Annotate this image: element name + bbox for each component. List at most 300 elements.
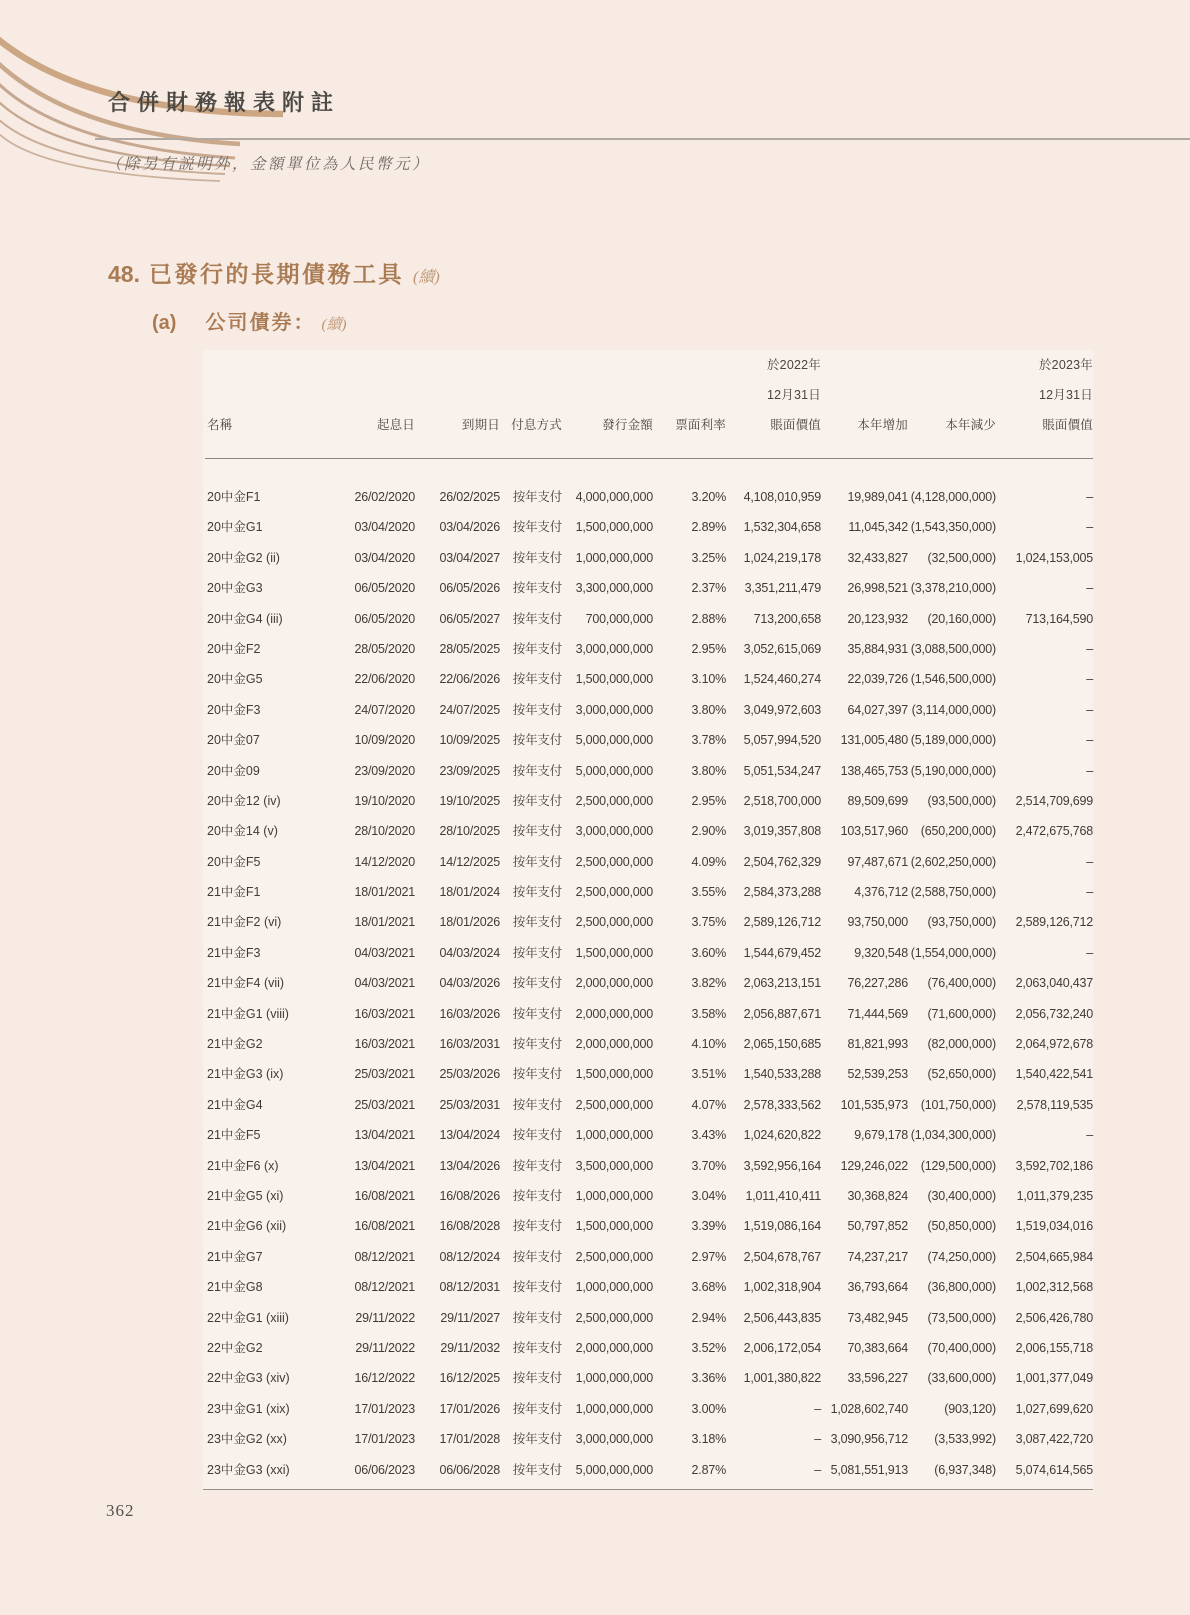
- cell-payment_method: 按年支付: [512, 1249, 562, 1264]
- cell-name: 21中金G7: [207, 1249, 263, 1264]
- header-cell-carrying-value-2023: 於2023年 12月31日 賬面價值: [1038, 358, 1093, 432]
- cell-carrying_value_2022: 1,524,460,274: [743, 672, 821, 687]
- cell-carrying_value_2022: 2,578,333,562: [743, 1097, 821, 1112]
- cell-carrying_value_2022: 2,006,172,054: [743, 1340, 821, 1355]
- cell-value_date: 25/03/2021: [354, 1067, 415, 1082]
- table-row: [203, 482, 1093, 512]
- cell-reductions: (1,546,500,000): [910, 672, 996, 687]
- cell-reductions: (70,400,000): [927, 1340, 996, 1355]
- cell-value_date: 17/01/2023: [354, 1432, 415, 1447]
- cell-maturity_date: 28/05/2025: [439, 641, 500, 656]
- cell-payment_method: 按年支付: [512, 702, 562, 717]
- cell-payment_method: 按年支付: [512, 490, 562, 504]
- cell-issue_amount: 4,000,000,000: [575, 490, 653, 504]
- cell-reductions: (50,850,000): [927, 1219, 996, 1234]
- header-cell-issue-amount: 發行金額: [602, 418, 653, 432]
- cell-carrying_value_2023: 1,519,034,016: [1015, 1219, 1093, 1234]
- cell-value_date: 10/09/2020: [354, 733, 415, 748]
- cell-carrying_value_2023: 2,504,665,984: [1015, 1249, 1093, 1264]
- cell-maturity_date: 22/06/2026: [439, 672, 500, 687]
- cell-maturity_date: 17/01/2028: [439, 1432, 500, 1447]
- cell-issue_amount: 1,000,000,000: [575, 1401, 653, 1416]
- cell-carrying_value_2022: 2,063,213,151: [743, 976, 821, 991]
- cell-name: 21中金F4 (vii): [207, 976, 285, 991]
- cell-carrying_value_2022: –: [814, 1401, 821, 1416]
- cell-payment_method: 按年支付: [512, 915, 562, 930]
- cell-carrying_value_2023: 3,087,422,720: [1015, 1432, 1093, 1447]
- cell-maturity_date: 06/05/2026: [439, 581, 500, 596]
- cell-reductions: (93,500,000): [927, 793, 996, 808]
- cell-carrying_value_2022: 1,532,304,658: [743, 520, 821, 535]
- cell-additions: 97,487,671: [847, 854, 908, 869]
- cell-reductions: (93,750,000): [927, 915, 996, 930]
- cell-carrying_value_2023: 1,540,422,541: [1015, 1067, 1093, 1082]
- cell-value_date: 29/11/2022: [355, 1340, 415, 1355]
- cell-issue_amount: 3,500,000,000: [575, 1158, 653, 1173]
- cell-payment_method: 按年支付: [512, 1280, 562, 1295]
- cell-payment_method: 按年支付: [512, 1219, 562, 1234]
- table-row: [203, 968, 1093, 998]
- cell-issue_amount: 1,500,000,000: [575, 520, 653, 535]
- cell-name: 21中金F1: [207, 885, 261, 900]
- cell-payment_method: 按年支付: [512, 1006, 562, 1021]
- cell-maturity_date: 28/10/2025: [439, 824, 500, 839]
- cell-value_date: 17/01/2023: [354, 1401, 415, 1416]
- cell-name: 21中金G6 (xii): [207, 1219, 287, 1234]
- cell-carrying_value_2023: –: [1086, 733, 1093, 748]
- cell-maturity_date: 06/05/2027: [439, 611, 500, 626]
- cell-additions: 19,989,041: [847, 490, 908, 504]
- cell-reductions: (73,500,000): [927, 1310, 996, 1325]
- cell-coupon_rate: 3.25%: [691, 550, 726, 565]
- cell-issue_amount: 2,500,000,000: [575, 915, 653, 930]
- cell-carrying_value_2022: –: [814, 1432, 821, 1447]
- table-row: [203, 1151, 1093, 1181]
- cell-value_date: 03/04/2020: [354, 520, 415, 535]
- cell-payment_method: 按年支付: [512, 763, 562, 778]
- cell-payment_method: 按年支付: [512, 1067, 562, 1082]
- cell-payment_method: 按年支付: [512, 1340, 562, 1355]
- cell-name: 20中金F1: [207, 490, 261, 504]
- cell-value_date: 06/05/2020: [354, 611, 415, 626]
- cell-carrying_value_2022: 2,065,150,685: [743, 1037, 821, 1052]
- cell-payment_method: 按年支付: [512, 1037, 562, 1052]
- cell-carrying_value_2023: –: [1086, 490, 1093, 504]
- section-title: 已發行的長期債務工具: [148, 261, 404, 287]
- cell-name: 21中金F6 (x): [207, 1158, 279, 1173]
- cell-reductions: (3,114,000,000): [911, 702, 996, 717]
- table-row: [203, 1059, 1093, 1089]
- cell-value_date: 22/06/2020: [354, 672, 415, 687]
- cell-name: 22中金G2: [207, 1340, 263, 1355]
- cell-coupon_rate: 3.36%: [691, 1371, 726, 1386]
- cell-coupon_rate: 3.43%: [691, 1128, 726, 1143]
- cell-issue_amount: 1,500,000,000: [575, 672, 653, 687]
- header-cell-coupon-rate: 票面利率: [675, 418, 726, 432]
- header-cell-carrying-value-2022: 於2022年 12月31日 賬面價值: [766, 358, 821, 432]
- cell-issue_amount: 2,500,000,000: [575, 854, 653, 869]
- cell-value_date: 03/04/2020: [354, 550, 415, 565]
- cell-carrying_value_2023: 5,074,614,565: [1015, 1462, 1093, 1477]
- cell-maturity_date: 25/03/2031: [439, 1097, 500, 1112]
- cell-additions: 74,237,217: [847, 1249, 908, 1264]
- cell-additions: 4,376,712: [854, 885, 908, 900]
- cell-additions: 5,081,551,913: [830, 1462, 908, 1477]
- cell-reductions: (2,588,750,000): [910, 885, 996, 900]
- cell-issue_amount: 2,000,000,000: [575, 976, 653, 991]
- cell-value_date: 29/11/2022: [355, 1310, 415, 1325]
- table-row: [203, 786, 1093, 816]
- cell-payment_method: 按年支付: [512, 1310, 562, 1325]
- cell-carrying_value_2023: –: [1086, 1128, 1093, 1143]
- cell-additions: 103,517,960: [840, 824, 908, 839]
- cell-carrying_value_2022: 5,051,534,247: [743, 763, 821, 778]
- cell-carrying_value_2023: 2,064,972,678: [1015, 1037, 1093, 1052]
- cell-coupon_rate: 4.09%: [691, 854, 726, 869]
- cell-carrying_value_2022: 2,518,700,000: [743, 793, 821, 808]
- cell-carrying_value_2023: –: [1086, 702, 1093, 717]
- table-header: [203, 350, 1093, 440]
- cell-additions: 22,039,726: [847, 672, 908, 687]
- table-row: [203, 847, 1093, 877]
- cell-carrying_value_2023: –: [1086, 945, 1093, 960]
- cell-maturity_date: 10/09/2025: [439, 733, 500, 748]
- cell-issue_amount: 2,000,000,000: [575, 1006, 653, 1021]
- cell-value_date: 19/10/2020: [354, 793, 415, 808]
- cell-carrying_value_2022: 1,001,380,822: [743, 1371, 821, 1386]
- cell-carrying_value_2022: 1,544,679,452: [743, 945, 821, 960]
- cell-additions: 3,090,956,712: [830, 1432, 908, 1447]
- cell-issue_amount: 1,000,000,000: [575, 1371, 653, 1386]
- table-row: [203, 695, 1093, 725]
- cell-coupon_rate: 3.68%: [691, 1280, 726, 1295]
- cell-value_date: 06/05/2020: [354, 581, 415, 596]
- cell-carrying_value_2023: 713,164,590: [1025, 611, 1093, 626]
- cell-maturity_date: 13/04/2024: [439, 1128, 500, 1143]
- cell-carrying_value_2023: 1,027,699,620: [1015, 1401, 1093, 1416]
- cell-coupon_rate: 2.89%: [691, 520, 726, 535]
- cell-carrying_value_2023: 1,024,153,005: [1015, 550, 1093, 565]
- cell-reductions: (52,650,000): [927, 1067, 996, 1082]
- cell-value_date: 28/05/2020: [354, 641, 415, 656]
- cell-value_date: 24/07/2020: [354, 702, 415, 717]
- table-row: [203, 999, 1093, 1029]
- cell-coupon_rate: 3.80%: [691, 702, 726, 717]
- cell-additions: 35,884,931: [847, 641, 908, 656]
- cell-name: 21中金F3: [207, 945, 261, 960]
- cell-issue_amount: 5,000,000,000: [575, 1462, 653, 1477]
- table-row: [203, 604, 1093, 634]
- cell-carrying_value_2023: 2,506,426,780: [1015, 1310, 1093, 1325]
- cell-value_date: 16/08/2021: [354, 1188, 415, 1203]
- cell-reductions: (74,250,000): [927, 1249, 996, 1264]
- cell-coupon_rate: 2.97%: [691, 1249, 726, 1264]
- cell-issue_amount: 5,000,000,000: [575, 763, 653, 778]
- cell-coupon_rate: 2.90%: [691, 824, 726, 839]
- header-cell-payment-method: 付息方式: [511, 418, 562, 432]
- cell-additions: 76,227,286: [847, 976, 908, 991]
- cell-maturity_date: 16/03/2031: [439, 1037, 500, 1052]
- table-row: [203, 1029, 1093, 1059]
- cell-additions: 9,679,178: [854, 1128, 908, 1143]
- cell-coupon_rate: 2.87%: [691, 1462, 726, 1477]
- cell-carrying_value_2023: 2,578,119,535: [1016, 1097, 1093, 1112]
- cell-additions: 36,793,664: [847, 1280, 908, 1295]
- cell-carrying_value_2022: 3,351,211,479: [744, 581, 821, 596]
- cell-payment_method: 按年支付: [512, 1432, 562, 1447]
- amount-unit-note: （除另有説明外，金額單位為人民幣元）: [106, 156, 431, 173]
- cell-name: 21中金F5: [207, 1128, 261, 1143]
- cell-maturity_date: 18/01/2024: [439, 885, 500, 900]
- table-row: [203, 1090, 1093, 1120]
- table-row: [203, 1424, 1093, 1454]
- cell-reductions: (5,189,000,000): [910, 733, 996, 748]
- cell-issue_amount: 3,000,000,000: [575, 641, 653, 656]
- cell-carrying_value_2022: 1,024,219,178: [743, 550, 821, 565]
- cell-carrying_value_2022: 1,540,533,288: [743, 1067, 821, 1082]
- title-rule: [95, 138, 1190, 140]
- cell-issue_amount: 1,000,000,000: [575, 1188, 653, 1203]
- page-number: 362: [106, 1501, 135, 1520]
- cell-coupon_rate: 2.95%: [691, 641, 726, 656]
- cell-payment_method: 按年支付: [512, 1097, 562, 1112]
- header-cell-value-date: 起息日: [376, 418, 415, 432]
- subsection-heading: [152, 306, 346, 335]
- table-row: [203, 1211, 1093, 1241]
- cell-issue_amount: 1,000,000,000: [575, 1128, 653, 1143]
- cell-value_date: 06/06/2023: [354, 1462, 415, 1477]
- cell-issue_amount: 2,500,000,000: [575, 1097, 653, 1112]
- cell-issue_amount: 2,500,000,000: [575, 793, 653, 808]
- cell-value_date: 16/08/2021: [354, 1219, 415, 1234]
- cell-reductions: (101,750,000): [920, 1097, 996, 1112]
- cell-carrying_value_2023: 2,589,126,712: [1015, 915, 1093, 930]
- cell-maturity_date: 29/11/2032: [440, 1340, 500, 1355]
- cell-carrying_value_2023: –: [1086, 854, 1093, 869]
- cell-carrying_value_2023: –: [1086, 581, 1093, 596]
- header-cell-reductions: 本年減少: [945, 418, 996, 432]
- cell-coupon_rate: 3.39%: [691, 1219, 726, 1234]
- cell-carrying_value_2023: 2,063,040,437: [1015, 976, 1093, 991]
- cell-coupon_rate: 3.70%: [691, 1158, 726, 1173]
- cell-payment_method: 按年支付: [512, 793, 562, 808]
- cell-reductions: (903,120): [944, 1401, 996, 1416]
- cell-carrying_value_2022: 2,504,678,767: [743, 1249, 821, 1264]
- cell-payment_method: 按年支付: [512, 885, 562, 900]
- subsection-continued-label: (續): [321, 317, 347, 333]
- cell-maturity_date: 04/03/2024: [439, 945, 500, 960]
- cell-reductions: (3,533,992): [934, 1432, 996, 1447]
- cell-carrying_value_2023: –: [1086, 885, 1093, 900]
- cell-issue_amount: 3,000,000,000: [575, 824, 653, 839]
- table-row: [203, 634, 1093, 664]
- cell-coupon_rate: 3.20%: [691, 490, 726, 504]
- table-body: [203, 482, 1093, 1485]
- cell-coupon_rate: 4.10%: [691, 1037, 726, 1052]
- cell-value_date: 16/03/2021: [354, 1037, 415, 1052]
- cell-name: 20中金12 (iv): [207, 793, 281, 808]
- cell-additions: 1,028,602,740: [830, 1401, 908, 1416]
- cell-additions: 138,465,753: [840, 763, 908, 778]
- cell-carrying_value_2022: 713,200,658: [753, 611, 821, 626]
- cell-additions: 89,509,699: [847, 793, 908, 808]
- cell-maturity_date: 25/03/2026: [439, 1067, 500, 1082]
- header-cell-additions: 本年增加: [857, 418, 908, 432]
- cell-payment_method: 按年支付: [512, 1128, 562, 1143]
- cell-value_date: 23/09/2020: [354, 763, 415, 778]
- cell-name: 21中金G5 (xi): [207, 1188, 284, 1203]
- cell-payment_method: 按年支付: [512, 1158, 562, 1173]
- cell-carrying_value_2023: 2,472,675,768: [1015, 824, 1093, 839]
- cell-additions: 71,444,569: [847, 1006, 908, 1021]
- cell-name: 20中金G1: [207, 520, 263, 535]
- cell-value_date: 04/03/2021: [354, 945, 415, 960]
- cell-reductions: (20,160,000): [927, 611, 996, 626]
- cell-additions: 101,535,973: [840, 1097, 908, 1112]
- table-header-rule: [205, 458, 1093, 459]
- cell-reductions: (1,543,350,000): [910, 520, 996, 535]
- cell-additions: 73,482,945: [847, 1310, 908, 1325]
- table-row: [203, 1303, 1093, 1333]
- cell-maturity_date: 03/04/2027: [439, 550, 500, 565]
- cell-payment_method: 按年支付: [512, 1371, 562, 1386]
- cell-carrying_value_2023: –: [1086, 641, 1093, 656]
- table-row: [203, 512, 1093, 542]
- cell-name: 20中金F3: [207, 702, 261, 717]
- cell-coupon_rate: 3.55%: [691, 885, 726, 900]
- cell-additions: 30,368,824: [847, 1188, 908, 1203]
- cell-carrying_value_2022: 2,506,443,835: [743, 1310, 821, 1325]
- bonds-table: [203, 350, 1093, 1490]
- cell-reductions: (33,600,000): [927, 1371, 996, 1386]
- cell-carrying_value_2022: 1,519,086,164: [743, 1219, 821, 1234]
- cell-additions: 93,750,000: [847, 915, 908, 930]
- cell-coupon_rate: 2.95%: [691, 793, 726, 808]
- table-row: [203, 725, 1093, 755]
- cell-additions: 11,045,342: [848, 520, 908, 535]
- cell-payment_method: 按年支付: [512, 945, 562, 960]
- cell-additions: 52,539,253: [847, 1067, 908, 1082]
- cell-maturity_date: 26/02/2025: [439, 490, 500, 504]
- cell-value_date: 25/03/2021: [354, 1097, 415, 1112]
- cell-name: 20中金G4 (iii): [207, 611, 283, 626]
- cell-value_date: 18/01/2021: [354, 885, 415, 900]
- cell-additions: 70,383,664: [847, 1340, 908, 1355]
- table-row: [203, 756, 1093, 786]
- cell-name: 21中金G4: [207, 1097, 263, 1112]
- cell-reductions: (30,400,000): [927, 1188, 996, 1203]
- cell-reductions: (82,000,000): [927, 1037, 996, 1052]
- cell-issue_amount: 3,000,000,000: [575, 702, 653, 717]
- cell-issue_amount: 2,000,000,000: [575, 1037, 653, 1052]
- cell-reductions: (32,500,000): [927, 550, 996, 565]
- table-row: [203, 816, 1093, 846]
- cell-additions: 129,246,022: [840, 1158, 908, 1173]
- cell-coupon_rate: 3.52%: [691, 1340, 726, 1355]
- cell-carrying_value_2022: 3,019,357,808: [743, 824, 821, 839]
- cell-reductions: (6,937,348): [934, 1462, 996, 1477]
- cell-name: 20中金G2 (ii): [207, 550, 280, 565]
- cell-carrying_value_2023: 2,056,732,240: [1015, 1006, 1093, 1021]
- cell-issue_amount: 2,000,000,000: [575, 1340, 653, 1355]
- cell-coupon_rate: 3.18%: [691, 1432, 726, 1447]
- cell-coupon_rate: 3.51%: [691, 1067, 726, 1082]
- cell-payment_method: 按年支付: [512, 976, 562, 991]
- cell-name: 21中金G1 (viii): [207, 1006, 289, 1021]
- cell-issue_amount: 3,300,000,000: [575, 581, 653, 596]
- cell-reductions: (1,554,000,000): [910, 945, 996, 960]
- cell-issue_amount: 1,500,000,000: [575, 1067, 653, 1082]
- cell-carrying_value_2023: 3,592,702,186: [1015, 1158, 1093, 1173]
- cell-coupon_rate: 3.10%: [691, 672, 726, 687]
- cell-additions: 32,433,827: [847, 550, 908, 565]
- cell-value_date: 26/02/2020: [354, 490, 415, 504]
- cell-payment_method: 按年支付: [512, 641, 562, 656]
- cell-name: 20中金G5: [207, 672, 263, 687]
- table-row: [203, 1242, 1093, 1272]
- cell-coupon_rate: 3.78%: [691, 733, 726, 748]
- cell-carrying_value_2022: 5,057,994,520: [743, 733, 821, 748]
- cell-name: 23中金G3 (xxi): [207, 1462, 290, 1477]
- cell-value_date: 28/10/2020: [354, 824, 415, 839]
- cell-issue_amount: 3,000,000,000: [575, 1432, 653, 1447]
- cell-name: 20中金09: [207, 763, 260, 778]
- cell-maturity_date: 24/07/2025: [439, 702, 500, 717]
- cell-carrying_value_2022: 1,011,410,411: [745, 1188, 821, 1203]
- cell-name: 21中金G8: [207, 1280, 263, 1295]
- header-cell-name: 名稱: [207, 418, 233, 432]
- cell-value_date: 16/03/2021: [354, 1006, 415, 1021]
- cell-coupon_rate: 3.75%: [691, 915, 726, 930]
- cell-value_date: 13/04/2021: [354, 1128, 415, 1143]
- cell-name: 20中金07: [207, 733, 260, 748]
- section-heading: [108, 256, 440, 289]
- cell-maturity_date: 19/10/2025: [439, 793, 500, 808]
- cell-payment_method: 按年支付: [512, 1401, 562, 1416]
- cell-payment_method: 按年支付: [512, 1188, 562, 1203]
- cell-coupon_rate: 3.00%: [691, 1401, 726, 1416]
- cell-carrying_value_2022: 1,002,318,904: [743, 1280, 821, 1295]
- cell-name: 21中金G3 (ix): [207, 1067, 284, 1082]
- cell-carrying_value_2022: 3,592,956,164: [743, 1158, 821, 1173]
- section-number: 48.: [108, 261, 140, 287]
- cell-additions: 26,998,521: [847, 581, 908, 596]
- cell-coupon_rate: 2.37%: [691, 581, 726, 596]
- cell-maturity_date: 08/12/2024: [439, 1249, 500, 1264]
- table-row: [203, 1272, 1093, 1302]
- cell-issue_amount: 5,000,000,000: [575, 733, 653, 748]
- cell-carrying_value_2022: 1,024,620,822: [743, 1128, 821, 1143]
- cell-carrying_value_2023: 2,514,709,699: [1015, 793, 1093, 808]
- cell-value_date: 16/12/2022: [354, 1371, 415, 1386]
- cell-coupon_rate: 2.94%: [691, 1310, 726, 1325]
- cell-name: 22中金G1 (xiii): [207, 1310, 289, 1325]
- table-row: [203, 1363, 1093, 1393]
- cell-issue_amount: 1,000,000,000: [575, 550, 653, 565]
- cell-name: 20中金G3: [207, 581, 263, 596]
- cell-name: 23中金G2 (xx): [207, 1432, 287, 1447]
- table-row: [203, 1333, 1093, 1363]
- cell-carrying_value_2023: 1,011,379,235: [1016, 1188, 1093, 1203]
- cell-carrying_value_2023: 1,002,312,568: [1015, 1280, 1093, 1295]
- cell-additions: 9,320,548: [854, 945, 908, 960]
- cell-issue_amount: 2,500,000,000: [575, 1249, 653, 1264]
- cell-name: 21中金F2 (vi): [207, 915, 282, 930]
- cell-value_date: 08/12/2021: [354, 1280, 415, 1295]
- cell-name: 22中金G3 (xiv): [207, 1371, 290, 1386]
- cell-carrying_value_2023: –: [1086, 672, 1093, 687]
- cell-name: 21中金G2: [207, 1037, 263, 1052]
